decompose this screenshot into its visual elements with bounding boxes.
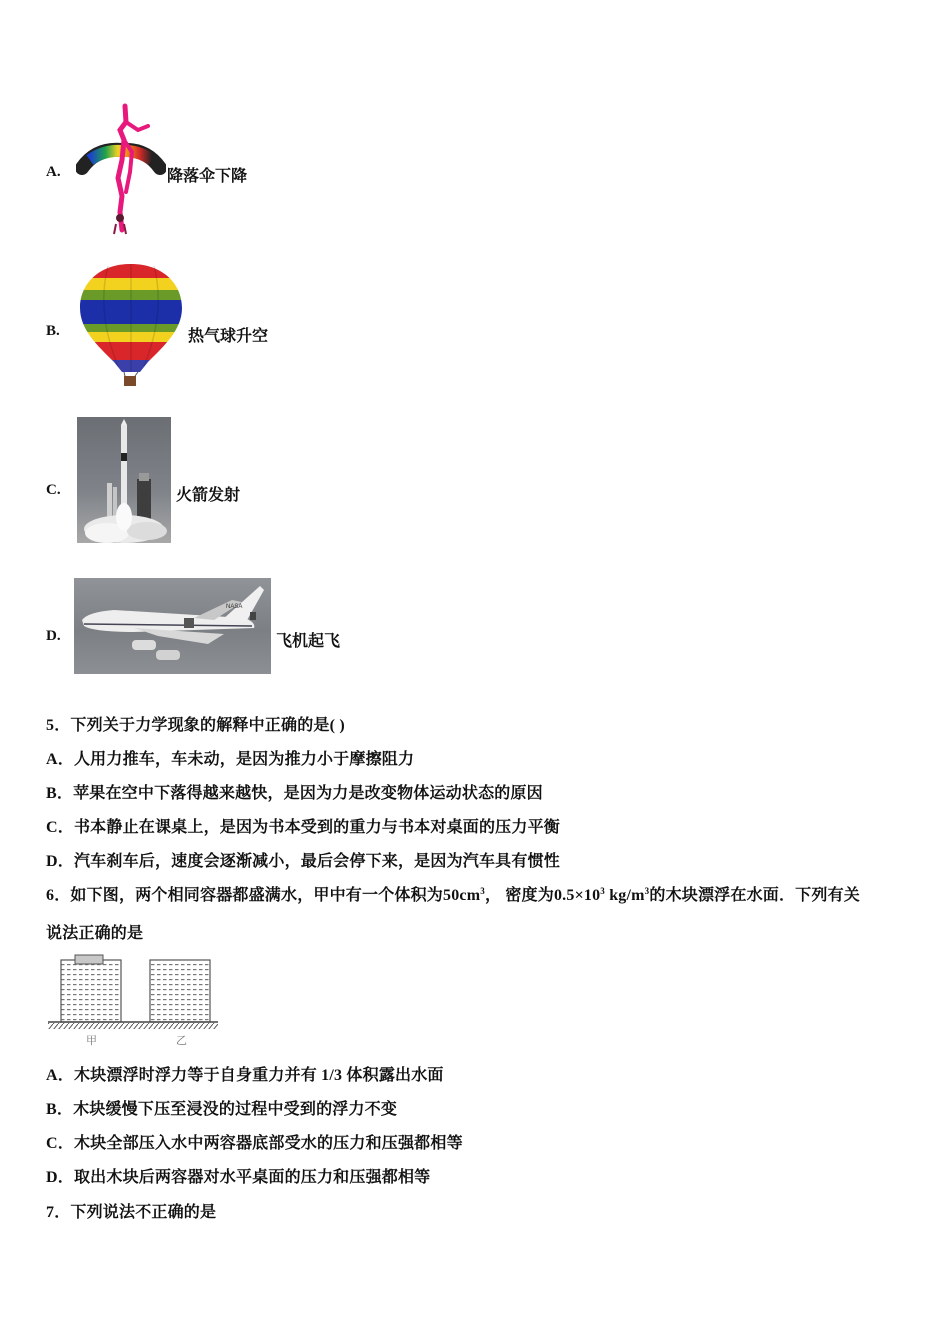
q6-option-a[interactable]	[46, 1062, 444, 1085]
question-5-stem	[46, 712, 345, 735]
option-d-caption: 飞机起飞	[276, 633, 341, 650]
option-c-caption: 火箭发射	[176, 487, 241, 504]
q6-option-a-letter: A．	[46, 1067, 74, 1084]
q6-option-b-letter: B．	[46, 1101, 74, 1118]
q5-option-d[interactable]	[46, 848, 560, 871]
q6-stem-part1: 6．如下图，两个相同容器都盛满水，甲中有一个体积为	[46, 887, 444, 904]
containers-figure	[48, 952, 220, 1048]
question-7-stem: 7．下列说法不正确的是	[46, 1204, 217, 1221]
q5-option-a-letter: A．	[46, 751, 74, 768]
option-b-letter: B.	[46, 323, 60, 339]
q6-option-d-text: 取出木块后两容器对水平桌面的压力和压强都相等	[73, 1169, 431, 1186]
option-a-caption: 降落伞下降	[167, 168, 248, 185]
q5-option-b-letter: B．	[46, 785, 74, 802]
q5-option-c-text: 书本静止在课桌上，是因为书本受到的重力与书本对桌面的压力平衡	[73, 819, 560, 836]
option-a-letter: A.	[46, 164, 61, 180]
q5-option-c-letter: C．	[46, 819, 74, 836]
q5-option-c[interactable]	[46, 814, 560, 837]
question-5-text: 5．下列关于力学现象的解释中正确的是( )	[46, 717, 345, 734]
hot-air-balloon-icon	[78, 262, 184, 390]
q6-option-a-text: 木块漂浮时浮力等于自身重力并有 1/3 体积露出水面	[73, 1067, 444, 1084]
question-6-stem	[46, 882, 860, 905]
q5-option-d-text: 汽车刹车后，速度会逐渐减小，最后会停下来，是因为汽车具有惯性	[73, 853, 560, 870]
containers-diagram-icon	[48, 952, 220, 1048]
option-d-letter: D.	[46, 628, 61, 644]
q5-option-d-letter: D．	[46, 853, 74, 870]
svg-text:NASA: NASA	[226, 604, 243, 610]
q5-option-b-text: 苹果在空中下落得越来越快，是因为力是改变物体运动状态的原因	[73, 785, 543, 802]
q6-density-unit-exp: 3	[644, 886, 650, 896]
q6-volume: 50cm	[443, 887, 481, 904]
q6-option-d[interactable]	[46, 1164, 430, 1187]
q6-stem-part3: 的木块漂浮在水面．下列有关	[649, 887, 860, 904]
figure-label-yi: 乙	[176, 1034, 187, 1047]
hot-air-balloon-image	[78, 262, 184, 390]
q6-option-c[interactable]	[46, 1130, 463, 1153]
q6-option-d-letter: D．	[46, 1169, 74, 1186]
q6-option-b[interactable]	[46, 1096, 397, 1119]
rocket-launch-image	[77, 417, 171, 543]
q5-option-a[interactable]	[46, 746, 414, 769]
q6-option-b-text: 木块缓慢下压至浸没的过程中受到的浮力不变	[73, 1101, 398, 1118]
q6-density-unit: kg/m	[605, 887, 645, 904]
q6-option-c-text: 木块全部压入水中两容器底部受水的压力和压强都相等	[73, 1135, 463, 1152]
option-c-letter: C.	[46, 482, 61, 498]
q5-option-b[interactable]	[46, 780, 543, 803]
option-b-caption: 热气球升空	[188, 328, 269, 345]
q6-density: 0.5×10	[553, 887, 601, 904]
q6-option-c-letter: C．	[46, 1135, 74, 1152]
question-6-stem-line2: 说法正确的是	[46, 925, 144, 942]
airplane-icon	[74, 578, 271, 674]
q6-density-exp: 3	[600, 886, 605, 896]
q5-option-a-text: 人用力推车，车未动，是因为推力小于摩擦阻力	[73, 751, 415, 768]
airplane-image	[74, 578, 271, 674]
q6-volume-exp: 3	[480, 886, 485, 896]
figure-label-jia: 甲	[86, 1034, 97, 1047]
rocket-icon	[77, 417, 171, 543]
parachute-image	[76, 100, 166, 240]
q6-stem-part2: ， 密度为	[484, 887, 554, 904]
parachute-icon	[76, 100, 166, 240]
